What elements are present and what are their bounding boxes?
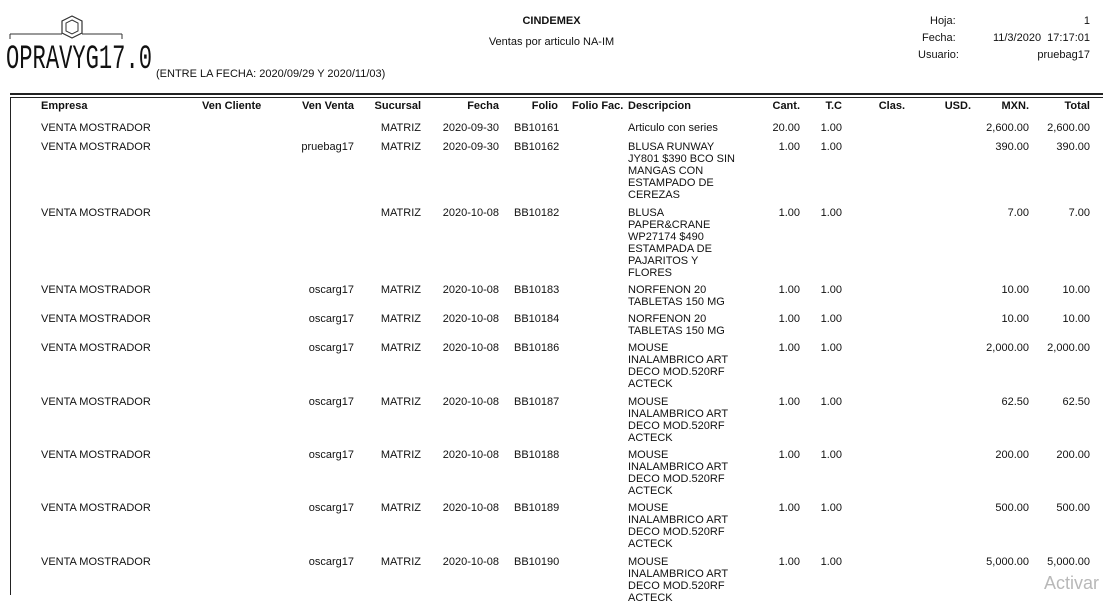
cell-empresa: VENTA MOSTRADOR (41, 313, 151, 325)
cell-descripcion: Articulo con series (628, 122, 718, 134)
cell-folio: BB10182 (514, 207, 560, 219)
cell-total: 2,000.00 (1047, 342, 1090, 354)
cell-sucursal: MATRIZ (380, 556, 421, 568)
date-range: (ENTRE LA FECHA: 2020/09/29 Y 2020/11/03) (156, 68, 386, 80)
cell-tc: 1.00 (820, 207, 842, 219)
cell-tc: 1.00 (820, 122, 842, 134)
cell-fecha: 2020-10-08 (442, 449, 499, 461)
cell-cant: 20.00 (772, 122, 800, 134)
cell-folio: BB10162 (514, 141, 560, 153)
cell-mxn: 7.00 (1007, 207, 1029, 219)
cell-descripcion: MOUSE INALAMBRICO ART DECO MOD.520RF ACTECK (628, 449, 728, 497)
cell-fecha: 2020-10-08 (442, 207, 499, 219)
cell-empresa: VENTA MOSTRADOR (41, 502, 151, 514)
cell-fecha: 2020-09-30 (442, 122, 499, 134)
cell-cant: 1.00 (778, 207, 800, 219)
cell-total: 390.00 (1056, 141, 1090, 153)
cell-empresa: VENTA MOSTRADOR (41, 284, 151, 296)
left-border (10, 97, 11, 595)
cell-total: 7.00 (1068, 207, 1090, 219)
cell-fecha: 2020-10-08 (442, 556, 499, 568)
cell-cant: 1.00 (778, 141, 800, 153)
cell-descripcion: BLUSA RUNWAY JY801 $390 BCO SIN MANGAS CON ESTAMPADO DE CEREZAS (628, 141, 736, 201)
cell-cant: 1.00 (778, 284, 800, 296)
cell-sucursal: MATRIZ (380, 284, 421, 296)
cell-sucursal: MATRIZ (380, 449, 421, 461)
cell-ven-venta: oscarg17 (308, 396, 354, 408)
cell-descripcion: MOUSE INALAMBRICO ART DECO MOD.520RF ACTECK (628, 396, 728, 444)
cell-ven-venta: oscarg17 (308, 449, 354, 461)
cell-mxn: 500.00 (995, 502, 1029, 514)
cell-fecha: 2020-10-08 (442, 502, 499, 514)
cell-descripcion: MOUSE INALAMBRICO ART DECO MOD.520RF ACTECK (628, 342, 728, 390)
cell-descripcion: NORFENON 20 TABLETAS 150 MG (628, 313, 725, 337)
cell-total: 10.00 (1062, 313, 1090, 325)
header-rule-bottom (10, 97, 1103, 98)
cell-fecha: 2020-10-08 (442, 313, 499, 325)
hoja-label: Hoja: (930, 15, 956, 27)
cell-tc: 1.00 (820, 141, 842, 153)
cell-empresa: VENTA MOSTRADOR (41, 556, 151, 568)
cell-ven-venta: oscarg17 (308, 342, 354, 354)
cell-sucursal: MATRIZ (380, 396, 421, 408)
cell-tc: 1.00 (820, 313, 842, 325)
cell-tc: 1.00 (820, 284, 842, 296)
cell-tc: 1.00 (820, 556, 842, 568)
col-total: Total (1064, 100, 1090, 112)
cell-folio: BB10184 (514, 313, 560, 325)
cell-ven-venta: oscarg17 (308, 313, 354, 325)
cell-empresa: VENTA MOSTRADOR (41, 342, 151, 354)
col-descripcion: Descripcion (628, 100, 691, 112)
cell-empresa: VENTA MOSTRADOR (41, 207, 151, 219)
cell-total: 500.00 (1056, 502, 1090, 514)
usuario-label: Usuario: (918, 49, 959, 61)
cell-total: 5,000.00 (1047, 556, 1090, 568)
col-sucursal: Sucursal (374, 100, 421, 112)
cell-ven-venta: pruebag17 (301, 141, 354, 153)
fecha-label: Fecha: (922, 32, 956, 44)
cell-sucursal: MATRIZ (380, 502, 421, 514)
cell-mxn: 10.00 (1001, 284, 1029, 296)
cell-mxn: 200.00 (995, 449, 1029, 461)
cell-folio: BB10183 (514, 284, 560, 296)
cell-ven-venta: oscarg17 (308, 502, 354, 514)
cell-tc: 1.00 (820, 396, 842, 408)
cell-cant: 1.00 (778, 556, 800, 568)
cell-ven-venta: oscarg17 (308, 284, 354, 296)
cell-fecha: 2020-10-08 (442, 342, 499, 354)
cell-empresa: VENTA MOSTRADOR (41, 141, 151, 153)
cell-folio: BB10161 (514, 122, 560, 134)
col-folio-fac: Folio Fac. (572, 100, 624, 112)
cell-sucursal: MATRIZ (380, 342, 421, 354)
activation-watermark: Activar (1044, 573, 1100, 593)
cell-folio: BB10190 (514, 556, 560, 568)
cell-descripcion: MOUSE INALAMBRICO ART DECO MOD.520RF ACTECK (628, 556, 728, 604)
company-name: CINDEMEX (522, 15, 581, 27)
cell-total: 200.00 (1056, 449, 1090, 461)
col-tc: T.C (825, 100, 842, 112)
cell-folio: BB10188 (514, 449, 560, 461)
cell-descripcion: BLUSA PAPER&CRANE WP27174 $490 ESTAMPADA DE PAJARITOS Y FLORES (628, 207, 712, 279)
report-title: Ventas por articulo NA-IM (488, 36, 615, 48)
cell-cant: 1.00 (778, 342, 800, 354)
cell-empresa: VENTA MOSTRADOR (41, 122, 151, 134)
header-rule-top (10, 93, 1103, 95)
cell-empresa: VENTA MOSTRADOR (41, 449, 151, 461)
cell-mxn: 390.00 (995, 141, 1029, 153)
col-fecha: Fecha (467, 100, 499, 112)
cell-total: 62.50 (1062, 396, 1090, 408)
fecha-value: 11/3/2020 17:17:01 (992, 32, 1090, 44)
usuario-value: pruebag17 (1037, 49, 1090, 61)
cell-fecha: 2020-10-08 (442, 396, 499, 408)
cell-mxn: 2,600.00 (986, 122, 1029, 134)
cell-cant: 1.00 (778, 449, 800, 461)
cell-mxn: 5,000.00 (986, 556, 1029, 568)
cell-fecha: 2020-10-08 (442, 284, 499, 296)
col-mxn: MXN. (1001, 100, 1029, 112)
col-clas: Clas. (878, 100, 905, 112)
cell-folio: BB10189 (514, 502, 560, 514)
cell-tc: 1.00 (820, 502, 842, 514)
cell-sucursal: MATRIZ (380, 122, 421, 134)
cell-mxn: 62.50 (1001, 396, 1029, 408)
cell-total: 2,600.00 (1047, 122, 1090, 134)
cell-cant: 1.00 (778, 313, 800, 325)
col-usd: USD. (944, 100, 971, 112)
cell-total: 10.00 (1062, 284, 1090, 296)
cell-folio: BB10187 (514, 396, 560, 408)
cell-cant: 1.00 (778, 396, 800, 408)
svg-text:OPRAVYG17.0: OPRAVYG17.0 (6, 41, 152, 79)
cell-folio: BB10186 (514, 342, 560, 354)
cell-sucursal: MATRIZ (380, 313, 421, 325)
cell-sucursal: MATRIZ (380, 207, 421, 219)
cell-sucursal: MATRIZ (380, 141, 421, 153)
col-folio: Folio (531, 100, 558, 112)
cell-tc: 1.00 (820, 449, 842, 461)
col-ven-venta: Ven Venta (302, 100, 354, 112)
cell-tc: 1.00 (820, 342, 842, 354)
cell-descripcion: NORFENON 20 TABLETAS 150 MG (628, 284, 725, 308)
col-empresa: Empresa (41, 100, 88, 112)
col-ven-cliente: Ven Cliente (202, 100, 262, 112)
cell-ven-venta: oscarg17 (308, 556, 354, 568)
col-cant: Cant. (772, 100, 800, 112)
cell-descripcion: MOUSE INALAMBRICO ART DECO MOD.520RF ACTECK (628, 502, 728, 550)
cell-mxn: 2,000.00 (986, 342, 1029, 354)
cell-cant: 1.00 (778, 502, 800, 514)
cell-mxn: 10.00 (1001, 313, 1029, 325)
cell-fecha: 2020-09-30 (442, 141, 499, 153)
hoja-value: 1 (1083, 15, 1090, 27)
cell-empresa: VENTA MOSTRADOR (41, 396, 151, 408)
